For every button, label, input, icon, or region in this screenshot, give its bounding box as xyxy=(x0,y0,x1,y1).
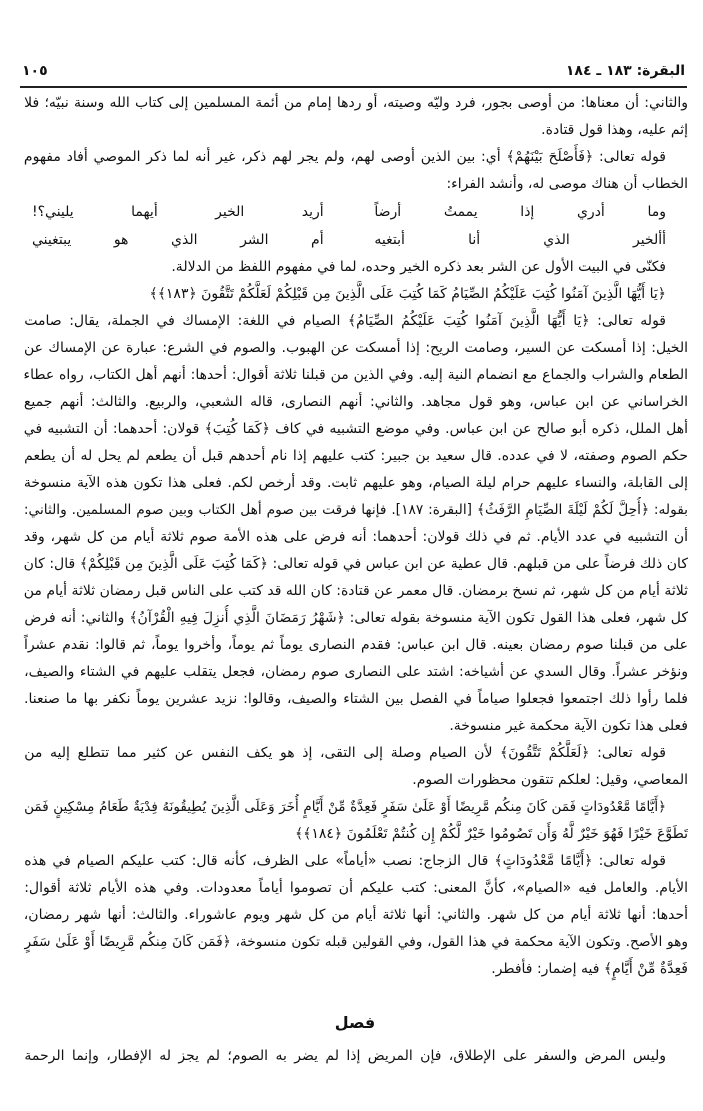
text-line xyxy=(22,632,688,659)
text-line xyxy=(22,389,688,416)
section-title: فصل xyxy=(334,1013,376,1032)
text-line xyxy=(22,821,688,848)
text-line xyxy=(22,794,688,821)
text-line-content: ونؤخر عشراً. وقال السدي عن أشياخه: اشتد على النصارى صوم رمضان، فجعل يتقلب عليهم في الشتاء والصيف، xyxy=(24,664,688,680)
text-line-content: قوله تعالى: ﴿يَا أَيُّهَا الَّذِينَ آمَنُوا كُتِبَ عَلَيْكُمُ الصِّيَامُ﴾ الصيام في اللغة: الإمساك في الجملة، يقال: صامت xyxy=(24,313,666,329)
text-line xyxy=(22,605,688,632)
text-line-content: الأيام. والعامل فيه «الصيام»، كأنَّ المعنى: كتب عليكم أن تصوموا أياماً معدودات. وفي هذه الأيام ثلاثة أقوال: xyxy=(24,880,688,896)
text-line-content: والثاني: أن معناها: من أوصى بجور، فرد وليّه وصيته، أو ردها إمام من أئمة المسلمين إلى كتاب الله وسنة نبيّه؛ فلا xyxy=(24,95,688,111)
text-line-content: إلى القابلة، والنساء عليهم حرام ليلة الصيام، وهو عليهم ثابت. وقد أرخص لكم. فعلى هذا تكون هذه الآية منسوخة xyxy=(23,475,688,491)
text-line xyxy=(22,416,688,443)
text-line xyxy=(22,362,688,389)
text-line xyxy=(22,929,688,956)
text-line-content: تَطَوَّعَ خَيْرًا فَهُوَ خَيْرٌ لَّهُ وَأَن تَصُومُوا خَيْرٌ لَّكُمْ إِن كُنتُمْ تَعْلَمُونَ ﴿١٨٤﴾﴾ xyxy=(294,826,688,842)
text-line xyxy=(22,713,688,740)
text-line xyxy=(22,117,688,144)
text-line-content: قوله تعالى: ﴿فَأَصْلَحَ بَيْنَهُمْ﴾ أي: بين الذين أوصى لهم، ولم يجر لهم ذكر، غير أنه لما ذكر الموصي أفاد مفهوم xyxy=(23,149,666,165)
text-line-content: فكنّى في البيت الأول عن الشر بعد ذكره الخير وحده، لما في مفهوم اللفظ من الدلالة. xyxy=(171,259,666,275)
text-line xyxy=(22,875,688,902)
text-line xyxy=(22,90,688,117)
text-line-content: أحدها: أنها ثلاثة أيام من كل شهر. والثاني: أنها ثلاثة أيام من كل شهر ويوم عاشوراء. والثالث: أنها شهر رمضان، xyxy=(23,907,688,923)
page-number: ١٠٥ xyxy=(22,63,48,79)
text-line-content: فلما رأوا ذلك اجتمعوا فجعلوا صياماً في الفصل بين الشتاء والصيف، وقالوا: نزيد عشرين يوماً نكفر بها ما صنعنا. xyxy=(24,691,688,707)
hemistich-first: أألخير الذي أنا أبتغيه xyxy=(374,232,666,248)
poem-verse xyxy=(22,226,688,254)
text-line-content: الخيل: إذا أمسكت عن السير، وصامت الريح: إذا أمسكت عن الهبوب. والصوم في الشرع: عبارة عن الإمساك عن xyxy=(23,340,688,356)
text-line xyxy=(22,767,688,794)
text-line-content: ثلاثة أيام من كل شهر، ثم نسخ برمضان. قال معمر عن قتادة: كان الله قد كتب على الناس قبل رمضان ثلاثة أيام من xyxy=(23,583,688,599)
text-line-content: أهل الملل، ذكره أبو صالح عن ابن عباس. وفي موضع التشبيه في كاف ﴿كَمَا كُتِبَ﴾ قولان: أحدهما: أن التشبيه في xyxy=(23,421,688,437)
text-line-content: الخطاب أن هناك موصى له، وأنشد الفراء: xyxy=(446,176,688,192)
text-line-content: ﴿يَا أَيُّهَا الَّذِينَ آمَنُوا كُتِبَ عَلَيْكُمُ الصِّيَامُ كَمَا كُتِبَ عَلَى الَّذِينَ مِن قَبْلِكُمْ لَعَلَّكُمْ تَتَّقُونَ ﴿١٨٣﴾﴾ xyxy=(149,286,666,302)
running-header xyxy=(22,60,685,82)
text-line-content: وهو الأصح. وتكون الآية محكمة في هذا القول، وفي القولين قبله تكون منسوخة، ﴿فَمَن كَانَ مِنكُم مَّرِيضًا أَوْ عَلَىٰ سَفَرٍ xyxy=(24,934,688,950)
text-line-content: قوله تعالى: ﴿لَعَلَّكُمْ تَتَّقُونَ﴾ لأن الصيام وصلة إلى التقى، إذ هو يكف النفس عن كثير مما تتطلع إليه من xyxy=(24,745,666,761)
text-line xyxy=(22,659,688,686)
hemistich-second: أريد الخير أيهما يليني؟! xyxy=(32,204,324,220)
text-line xyxy=(22,578,688,605)
text-line-content: حكم الصوم وصفته، لا في عدده. قال سعيد بن جبير: كتب عليهم إذا نام أحدهم قبل أن يطعم لم يحل له أن يطعم xyxy=(24,448,688,464)
text-line-content: فعلى هذا تكون الآية محكمة غير منسوخة. xyxy=(449,718,688,734)
text-line xyxy=(22,1043,688,1070)
poem xyxy=(22,198,688,254)
text-line xyxy=(22,281,688,308)
text-line-content: قوله تعالى: ﴿أَيَّامًا مَّعْدُودَاتٍ﴾ قال الزجاج: نصب «أياماً» على الظرف، كأنه قال: كتب عليكم الصيام في هذه xyxy=(24,853,666,869)
hemistich-second: أم الشر الذي هو يبتغيني xyxy=(32,232,324,248)
text-line xyxy=(22,686,688,713)
text-line xyxy=(22,335,688,362)
surah-range: البقرة: ١٨٣ ـ ١٨٤ xyxy=(565,63,685,79)
text-line-content: بقوله: ﴿أُحِلَّ لَكُمْ لَيْلَةَ الصِّيَامِ الرَّفَثُ﴾ [البقرة: ١٨٧]. فإنها فرقت بين صوم أهل الكتاب وبين صوم المسلمين. والثاني: xyxy=(23,502,688,518)
text-line xyxy=(22,956,688,983)
paragraphs-main xyxy=(22,254,688,983)
text-line-content: كل شهر، فعلى هذا القول تكون الآية منسوخة بقوله تعالى: ﴿شَهْرُ رَمَضَانَ الَّذِي أُنزِلَ فِيهِ الْقُرْآنُ﴾ والثاني: أنه فرض xyxy=(24,610,688,626)
text-line xyxy=(22,497,688,524)
text-line xyxy=(22,171,688,198)
page-body xyxy=(22,90,688,1070)
text-line-content: كان ذلك فرضاً على من قبلهم. قال عطية عن ابن عباس في قوله تعالى: ﴿كَمَا كُتِبَ عَلَى الَّذِينَ مِن قَبْلِكُمْ﴾ قال: كان xyxy=(23,556,688,572)
text-line-content: أن التشبيه في عدد الأيام. ثم في ذلك قولان: أحدهما: أنه فرض على هذه الأمة صوم ثلاثة أيام من كل شهر، وقد xyxy=(23,529,688,545)
paragraphs-section xyxy=(22,1043,688,1070)
text-line xyxy=(22,254,688,281)
text-line xyxy=(22,470,688,497)
hemistich-first: وما أدري إذا يممتُ أرضاً xyxy=(374,204,666,220)
text-line-content: الخراساني عن ابن عباس، وهو قول مجاهد. والثاني: أنهم النصارى، قاله الشعبي، والربيع. والثالث: أنهم جميع xyxy=(23,394,688,410)
text-line xyxy=(22,740,688,767)
text-line-content: وليس المرض والسفر على الإطلاق، فإن المريض إذا لم يضر به الصوم؛ لم يجز له الإفطار، وإنما الرحمة xyxy=(24,1048,666,1064)
text-line xyxy=(22,902,688,929)
text-line-content: ﴿أَيَّامًا مَّعْدُودَاتٍ فَمَن كَانَ مِنكُم مَّرِيضًا أَوْ عَلَىٰ سَفَرٍ فَعِدَّةٌ مِّنْ أَيَّامٍ أُخَرَ وَعَلَى الَّذِينَ يُطِيقُونَهُ فِدْيَةٌ طَعَامُ مِسْكِينٍ فَمَن xyxy=(24,799,666,815)
text-line xyxy=(22,848,688,875)
text-line-content: الطعام والشراب والجماع مع انضمام النية إليه. وفي الذين من قبلنا ثلاثة أقوال: أحدها: أنهم أهل الكتاب، رواه عطاء xyxy=(23,367,688,383)
text-line xyxy=(22,524,688,551)
header-rule xyxy=(20,86,687,88)
paragraphs-intro xyxy=(22,90,688,198)
text-line xyxy=(22,144,688,171)
text-line-content: المعاصي، وقيل: لعلكم تتقون محظورات الصوم. xyxy=(412,772,688,788)
poem-verse xyxy=(22,198,688,226)
text-line-content: على من قبلنا صوم رمضان بعينه. قال ابن عباس: فقدم النصارى يوماً ثم يوماً، وأخروا يوماً، ثم قالوا: نقدم عشراً xyxy=(23,637,688,653)
text-line xyxy=(22,308,688,335)
text-line xyxy=(22,551,688,578)
text-line xyxy=(22,443,688,470)
text-line-content: إثم عليه، وهذا قول قتادة. xyxy=(541,122,688,138)
text-line-content: فَعِدَّةٌ مِّنْ أَيَّامٍ﴾ فيه إضمار: فأفطر. xyxy=(491,961,688,977)
